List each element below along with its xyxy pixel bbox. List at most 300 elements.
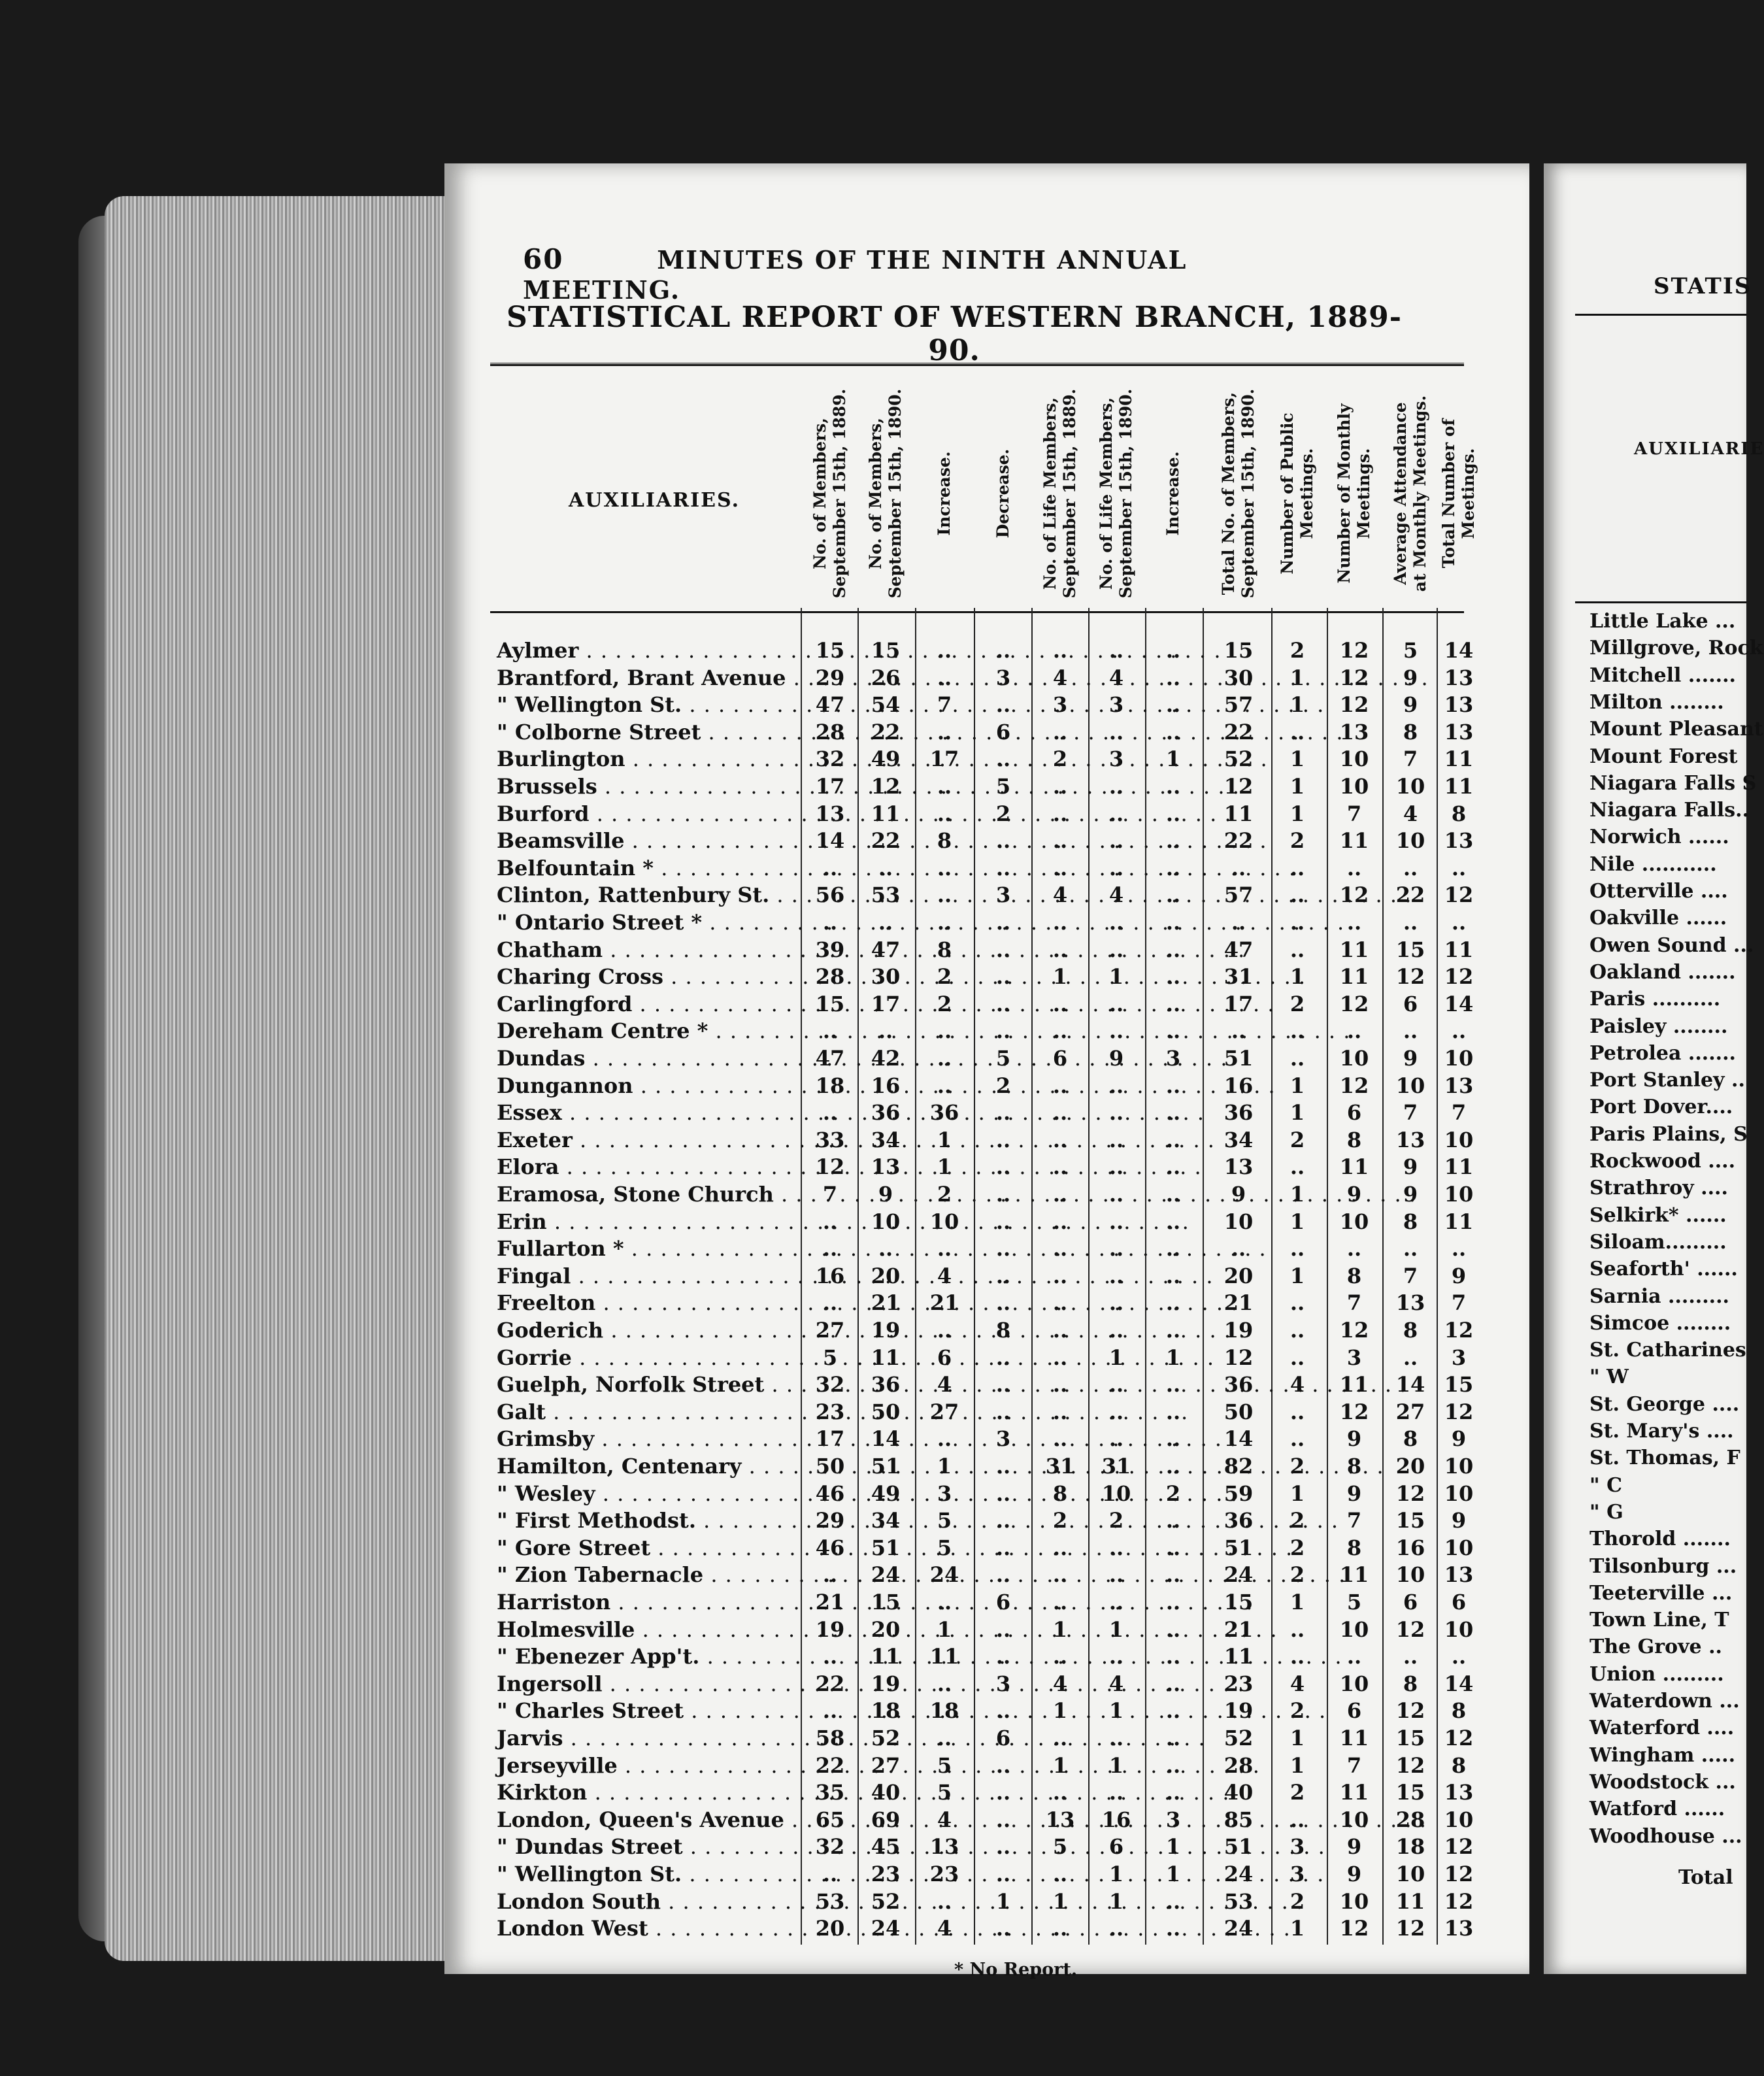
right-page-row: Woodstock ...	[1589, 1770, 1736, 1794]
table-cell: 1	[937, 1127, 952, 1152]
table-cell: ..	[1231, 910, 1246, 935]
right-page-row: Mount Forest	[1589, 745, 1738, 768]
table-cell: 10	[1339, 1046, 1369, 1071]
table-cell: ..	[1108, 1182, 1124, 1207]
table-row	[497, 1453, 1474, 1480]
table-cell: 2	[1165, 1481, 1181, 1506]
table-cell: 2	[995, 801, 1011, 826]
auxiliary-name: Dereham Centre * . . .	[497, 1018, 810, 1045]
table-cell: 22	[1223, 828, 1254, 854]
right-page-rule	[1575, 314, 1746, 316]
header-rule-bottom	[490, 611, 1464, 613]
table-cell: ..	[995, 1182, 1011, 1207]
table-cell: 1	[1052, 1888, 1068, 1914]
table-cell: 10	[1395, 1862, 1425, 1886]
table-row	[497, 1263, 1467, 1290]
table-cell: 2	[1108, 1508, 1124, 1533]
table-cell: 1	[1290, 692, 1305, 718]
table-cell: ..	[1165, 719, 1181, 745]
table-cell: 8	[1346, 1454, 1362, 1479]
table-cell: 27	[815, 1318, 845, 1343]
table-cell: ..	[1165, 1562, 1181, 1588]
table-row	[497, 855, 1467, 882]
table-cell: ..	[1165, 1916, 1181, 1941]
table-cell: 11	[871, 1345, 901, 1370]
right-page-row: Little Lake ...	[1589, 610, 1736, 633]
table-cell: 12	[1395, 1916, 1425, 1941]
table-cell: 15	[1444, 1372, 1474, 1398]
table-cell: 10	[1395, 774, 1425, 799]
table-cell: 1	[1052, 1752, 1068, 1778]
right-page-row: Tilsonburg ...	[1589, 1554, 1737, 1578]
table-cell: 21	[1223, 1616, 1254, 1642]
table-cell: ..	[937, 665, 952, 690]
table-cell: 7	[1451, 1290, 1467, 1316]
table-cell: ..	[1108, 1535, 1124, 1560]
table-row	[497, 801, 1467, 828]
table-cell: 32	[815, 1372, 845, 1398]
table-cell: ..	[937, 855, 952, 880]
table-cell: ..	[995, 1807, 1011, 1832]
auxiliary-name: London, Queen's Avenue . . .	[497, 1807, 810, 1833]
table-cell: 54	[871, 692, 901, 718]
table-cell: 13	[1444, 1780, 1474, 1805]
table-cell: ..	[1231, 1236, 1246, 1262]
table-cell: 12	[1339, 991, 1369, 1016]
table-row	[497, 1589, 1467, 1616]
running-head-title: MINUTES OF THE NINTH ANNUAL MEETING.	[523, 245, 1188, 305]
table-cell: ..	[1165, 665, 1181, 690]
table-cell: 10	[1444, 1481, 1474, 1506]
table-cell: ..	[1108, 801, 1124, 826]
table-cell: 32	[815, 1834, 845, 1860]
table-cell: ..	[1052, 1426, 1068, 1452]
table-cell: ..	[1290, 1236, 1305, 1262]
table-cell: 7	[822, 1182, 838, 1207]
table-row	[497, 1181, 1474, 1208]
table-cell: ..	[1346, 1644, 1362, 1669]
table-row	[497, 1752, 1467, 1779]
table-cell: 36	[1223, 1372, 1254, 1398]
table-cell: 7	[1403, 1100, 1418, 1126]
table-cell: 13	[1045, 1807, 1075, 1832]
auxiliary-name: Essex . . .	[497, 1099, 810, 1126]
table-cell: 16	[1223, 1073, 1254, 1098]
table-cell: ..	[937, 638, 952, 663]
table-cell: ..	[1165, 910, 1181, 935]
table-cell: 50	[815, 1454, 845, 1479]
table-cell: 7	[1346, 1508, 1362, 1533]
table-cell: 21	[871, 1290, 901, 1316]
table-cell: 20	[1223, 1263, 1254, 1288]
table-cell: ..	[1108, 1236, 1124, 1262]
table-cell: 10	[1444, 1182, 1474, 1207]
table-cell: 10	[1395, 1562, 1425, 1588]
table-cell: ..	[995, 1862, 1011, 1886]
table-row	[497, 1154, 1474, 1180]
table-cell: 15	[1395, 937, 1425, 962]
table-cell: ..	[1052, 1236, 1068, 1262]
table-cell: ..	[878, 1018, 893, 1044]
table-cell: 24	[1223, 1916, 1254, 1941]
table-cell: 12	[1339, 665, 1369, 690]
table-cell: ..	[937, 1726, 952, 1750]
table-cell: ..	[937, 1888, 952, 1914]
table-cell: ..	[1052, 1644, 1068, 1669]
table-row	[497, 1861, 1474, 1888]
table-cell: 8	[1451, 1698, 1467, 1724]
table-cell: 12	[1223, 1345, 1254, 1370]
table-cell: 3	[1290, 1834, 1305, 1860]
auxiliary-name: Brantford, Brant Avenue . . .	[497, 665, 810, 692]
table-cell: 40	[871, 1780, 901, 1805]
table-cell: 36	[1223, 1508, 1254, 1533]
table-cell: ..	[1052, 1290, 1068, 1316]
table-cell: 51	[1223, 1046, 1254, 1071]
table-cell: 7	[937, 692, 952, 718]
table-cell: 3	[995, 665, 1011, 690]
table-cell: 51	[871, 1535, 901, 1560]
table-cell: ..	[1052, 1018, 1068, 1044]
table-cell: ..	[937, 1236, 952, 1262]
table-cell: 5	[822, 1345, 838, 1370]
table-cell: 15	[871, 1590, 901, 1615]
table-cell: 2	[1052, 746, 1068, 772]
table-cell: ..	[1108, 937, 1124, 962]
auxiliary-name: Fullarton * . . .	[497, 1235, 810, 1262]
table-cell: ..	[1165, 692, 1181, 718]
table-cell: ..	[1165, 1073, 1181, 1098]
table-cell: 9	[1451, 1426, 1467, 1452]
table-cell: ..	[995, 1263, 1011, 1288]
table-cell: 1	[1290, 801, 1305, 826]
auxiliary-name: Brussels . . .	[497, 773, 810, 800]
table-cell: 10	[1339, 1616, 1369, 1642]
table-cell: ..	[1165, 937, 1181, 962]
table-cell: 8	[995, 1318, 1011, 1343]
table-cell: 10	[1444, 1127, 1474, 1152]
table-row	[497, 963, 1474, 990]
table-cell: ..	[1165, 1372, 1181, 1398]
table-cell: ..	[1165, 1127, 1181, 1152]
table-cell: ..	[1108, 1100, 1124, 1126]
column-header-label: Number of Public Meetings.	[1278, 412, 1316, 575]
table-cell: ..	[1052, 1726, 1068, 1750]
table-cell: 5	[937, 1508, 952, 1533]
table-cell: ..	[1403, 1345, 1418, 1370]
table-cell: ..	[1165, 801, 1181, 826]
table-cell: ..	[1165, 1644, 1181, 1669]
table-cell: 24	[871, 1916, 901, 1941]
right-page-row: Niagara Falls S	[1589, 771, 1757, 795]
table-cell: 12	[1444, 882, 1474, 908]
table-cell: ..	[1052, 910, 1068, 935]
table-cell: 58	[815, 1726, 845, 1750]
auxiliary-name: " Colborne Street . . .	[497, 719, 810, 746]
table-cell: ..	[1290, 1290, 1305, 1316]
table-cell: 10	[1444, 1046, 1474, 1071]
table-cell: 1	[1290, 1100, 1305, 1126]
table-cell: 10	[1444, 1616, 1474, 1642]
auxiliary-name: " Charles Street . . .	[497, 1698, 810, 1724]
table-cell: 32	[815, 746, 845, 772]
column-header-12	[1423, 382, 1495, 605]
table-cell: 10	[1101, 1481, 1131, 1506]
auxiliary-name: " Wellington St. . . .	[497, 1861, 810, 1888]
table-cell: 8	[1403, 1671, 1418, 1696]
table-cell: ..	[995, 1154, 1011, 1180]
table-cell: 3	[1346, 1345, 1362, 1370]
table-cell: 8	[1346, 1127, 1362, 1152]
table-cell: ..	[995, 1290, 1011, 1316]
table-cell: ..	[1052, 991, 1068, 1016]
table-cell: 51	[1223, 1834, 1254, 1860]
table-cell: 31	[1101, 1454, 1131, 1479]
right-page-row: The Grove ..	[1589, 1635, 1722, 1659]
right-page-row: Strathroy ....	[1589, 1177, 1728, 1200]
auxiliary-name: Fingal . . .	[497, 1263, 810, 1290]
table-cell: ..	[937, 1073, 952, 1098]
table-cell: ..	[1165, 1752, 1181, 1778]
table-cell: ..	[937, 1018, 952, 1044]
right-page-row: Milton ........	[1589, 690, 1724, 714]
table-cell: 12	[1339, 692, 1369, 718]
table-cell: 31	[1223, 964, 1254, 990]
table-cell: 12	[1444, 1726, 1474, 1750]
table-row	[497, 773, 1474, 800]
book-page-edges	[105, 196, 444, 1961]
table-cell: ..	[1165, 1290, 1181, 1316]
table-cell: 13	[1395, 1290, 1425, 1316]
table-cell: 3	[1290, 1862, 1305, 1886]
auxiliary-name: Clinton, Rattenbury St. . . .	[497, 882, 810, 909]
table-cell: 13	[815, 801, 845, 826]
table-row	[497, 909, 1467, 936]
table-cell: 27	[929, 1399, 959, 1424]
table-cell: 52	[871, 1726, 901, 1750]
table-cell: ..	[1165, 1780, 1181, 1805]
table-cell: ..	[937, 1590, 952, 1615]
table-cell: ..	[1108, 855, 1124, 880]
table-cell: 1	[1290, 1916, 1305, 1941]
table-cell: 9	[1108, 1046, 1124, 1071]
table-cell: 1	[937, 1616, 952, 1642]
auxiliary-name: Harriston . . .	[497, 1589, 810, 1616]
table-cell: 14	[815, 828, 845, 854]
table-cell: 47	[815, 1046, 845, 1071]
table-cell: 11	[871, 801, 901, 826]
table-cell: 15	[1395, 1508, 1425, 1533]
table-cell: 9	[1403, 1046, 1418, 1071]
right-page-row: Norwich ......	[1589, 826, 1729, 849]
auxiliary-name: Eramosa, Stone Church . . .	[497, 1181, 810, 1208]
table-cell: ..	[1165, 1209, 1181, 1234]
table-cell: 3	[1165, 1046, 1181, 1071]
table-cell: 13	[929, 1834, 959, 1860]
table-row	[497, 1209, 1474, 1235]
table-cell: 46	[815, 1535, 845, 1560]
table-cell: 4	[1052, 665, 1068, 690]
table-cell: ..	[1290, 1318, 1305, 1343]
table-cell: 28	[815, 719, 845, 745]
table-cell: 7	[1346, 1290, 1362, 1316]
table-cell: 1	[1290, 1481, 1305, 1506]
table-cell: ..	[822, 1209, 838, 1234]
table-cell: ..	[1052, 1535, 1068, 1560]
table-row	[497, 1426, 1467, 1452]
column-header-label: Total No. of Members, September 15th, 1890.	[1219, 388, 1257, 599]
table-cell: 16	[871, 1073, 901, 1098]
table-cell: ..	[1346, 1236, 1362, 1262]
table-cell: 11	[1339, 1780, 1369, 1805]
right-page-row: St. George ....	[1589, 1392, 1740, 1416]
auxiliary-name: Beamsville . . .	[497, 828, 810, 854]
report-title: STATISTICAL REPORT OF WESTERN BRANCH, 1889-90.	[506, 301, 1403, 367]
table-cell: 14	[1444, 1671, 1474, 1696]
table-cell: 11	[871, 1644, 901, 1669]
table-cell: ..	[1108, 1209, 1124, 1234]
table-cell: 4	[1290, 1372, 1305, 1398]
auxiliary-name: Elora . . .	[497, 1154, 810, 1180]
table-cell: ..	[1165, 882, 1181, 908]
table-row	[497, 1507, 1467, 1534]
table-cell: 6	[995, 1590, 1011, 1615]
auxiliary-name: Galt . . .	[497, 1399, 810, 1426]
table-cell: ..	[1451, 1644, 1467, 1669]
table-cell: ..	[1403, 855, 1418, 880]
auxiliary-name: Dundas . . .	[497, 1045, 810, 1072]
table-cell: 9	[1346, 1862, 1362, 1886]
table-cell: 12	[871, 774, 901, 799]
table-cell: 12	[1339, 882, 1369, 908]
table-cell: 13	[1339, 719, 1369, 745]
table-cell: 11	[929, 1644, 959, 1669]
table-cell: 1	[1052, 1698, 1068, 1724]
table-cell: ..	[1165, 1888, 1181, 1914]
table-cell: 17	[929, 746, 959, 772]
right-page-row: Wingham .....	[1589, 1743, 1736, 1767]
table-cell: 7	[1346, 801, 1362, 826]
table-cell: 9	[1346, 1426, 1362, 1452]
table-cell: ..	[1108, 719, 1124, 745]
table-cell: 17	[1223, 991, 1254, 1016]
table-cell: ..	[822, 1562, 838, 1588]
right-page-row: Mount Pleasant	[1589, 718, 1763, 741]
table-cell: ..	[937, 719, 952, 745]
table-cell: ..	[1052, 801, 1068, 826]
table-cell: ..	[878, 855, 893, 880]
table-cell: ..	[1052, 937, 1068, 962]
table-cell: 28	[815, 964, 845, 990]
table-cell: 3	[1052, 692, 1068, 718]
table-row	[497, 665, 1474, 692]
table-cell: 2	[1290, 991, 1305, 1016]
table-cell: ..	[995, 1372, 1011, 1398]
auxiliary-name: Hamilton, Centenary . . .	[497, 1453, 810, 1480]
table-cell: ..	[1165, 1454, 1181, 1479]
table-cell: ..	[995, 1100, 1011, 1126]
table-cell: 8	[937, 937, 952, 962]
table-row	[497, 1698, 1467, 1724]
table-cell: ..	[1403, 910, 1418, 935]
table-cell: ..	[1165, 1426, 1181, 1452]
table-cell: 2	[937, 991, 952, 1016]
table-cell: 1	[1290, 665, 1305, 690]
table-cell: 8	[1403, 719, 1418, 745]
table-cell: 10	[1395, 1073, 1425, 1098]
table-cell: 11	[1339, 1562, 1369, 1588]
table-cell: 4	[937, 1263, 952, 1288]
right-page-row: Waterdown ...	[1589, 1690, 1740, 1713]
auxiliary-name: Chatham . . .	[497, 937, 810, 963]
right-page-row: Siloam.........	[1589, 1230, 1727, 1254]
table-cell: 9	[1403, 1182, 1418, 1207]
column-header-label: No. of Life Members, September 15th, 1890.	[1097, 388, 1135, 599]
auxiliaries-header: AUXILIARIES.	[569, 489, 741, 512]
table-cell: ..	[1165, 1399, 1181, 1424]
column-header-7	[1137, 382, 1209, 605]
table-cell: 51	[1223, 1535, 1254, 1560]
table-cell: 1	[937, 1454, 952, 1479]
table-cell: 13	[1444, 1916, 1474, 1941]
table-cell: 4	[1403, 801, 1418, 826]
running-head	[523, 243, 1307, 305]
table-row	[497, 937, 1474, 963]
auxiliary-name: Dungannon . . .	[497, 1073, 810, 1099]
table-cell: ..	[1052, 1154, 1068, 1180]
table-row	[497, 1779, 1474, 1806]
table-cell: ..	[995, 1209, 1011, 1234]
auxiliary-name: Burlington . . .	[497, 746, 810, 773]
table-cell: 10	[1339, 746, 1369, 772]
table-cell: 9	[1346, 1182, 1362, 1207]
table-row	[497, 1643, 1467, 1670]
table-cell: ..	[1165, 1018, 1181, 1044]
table-cell: 1	[1052, 964, 1068, 990]
table-cell: 12	[1395, 1616, 1425, 1642]
table-cell: 10	[1395, 828, 1425, 854]
right-page-row: St. Thomas, F	[1589, 1447, 1740, 1470]
table-cell: ..	[1165, 1508, 1181, 1533]
table-row	[497, 1807, 1474, 1833]
table-cell: 33	[815, 1127, 845, 1152]
right-page-head: STATIS	[1654, 273, 1752, 299]
table-cell: 11	[1339, 964, 1369, 990]
right-page-row: St. Mary's ....	[1589, 1420, 1734, 1443]
table-cell: 1	[1290, 1590, 1305, 1615]
table-cell: ..	[995, 1562, 1011, 1588]
table-cell: 13	[1444, 719, 1474, 745]
table-cell: 24	[1223, 1862, 1254, 1886]
table-cell: 9	[878, 1182, 893, 1207]
table-cell: 10	[871, 1209, 901, 1234]
table-cell: 3	[1108, 692, 1124, 718]
table-cell: ..	[937, 910, 952, 935]
table-cell: 1	[995, 1888, 1011, 1914]
table-cell: ..	[1108, 1073, 1124, 1098]
right-page-row: Port Dover....	[1589, 1096, 1733, 1119]
right-page-row: Paris ..........	[1589, 988, 1721, 1011]
table-cell: 2	[1290, 1508, 1305, 1533]
table-cell: 1	[1108, 1888, 1124, 1914]
table-cell: 1	[1290, 964, 1305, 990]
table-row	[497, 1535, 1474, 1562]
table-cell: ..	[1290, 1616, 1305, 1642]
table-cell: ..	[1108, 1399, 1124, 1424]
table-cell: ..	[1108, 991, 1124, 1016]
table-cell: 28	[1223, 1752, 1254, 1778]
auxiliary-name: Holmesville . . .	[497, 1616, 810, 1643]
